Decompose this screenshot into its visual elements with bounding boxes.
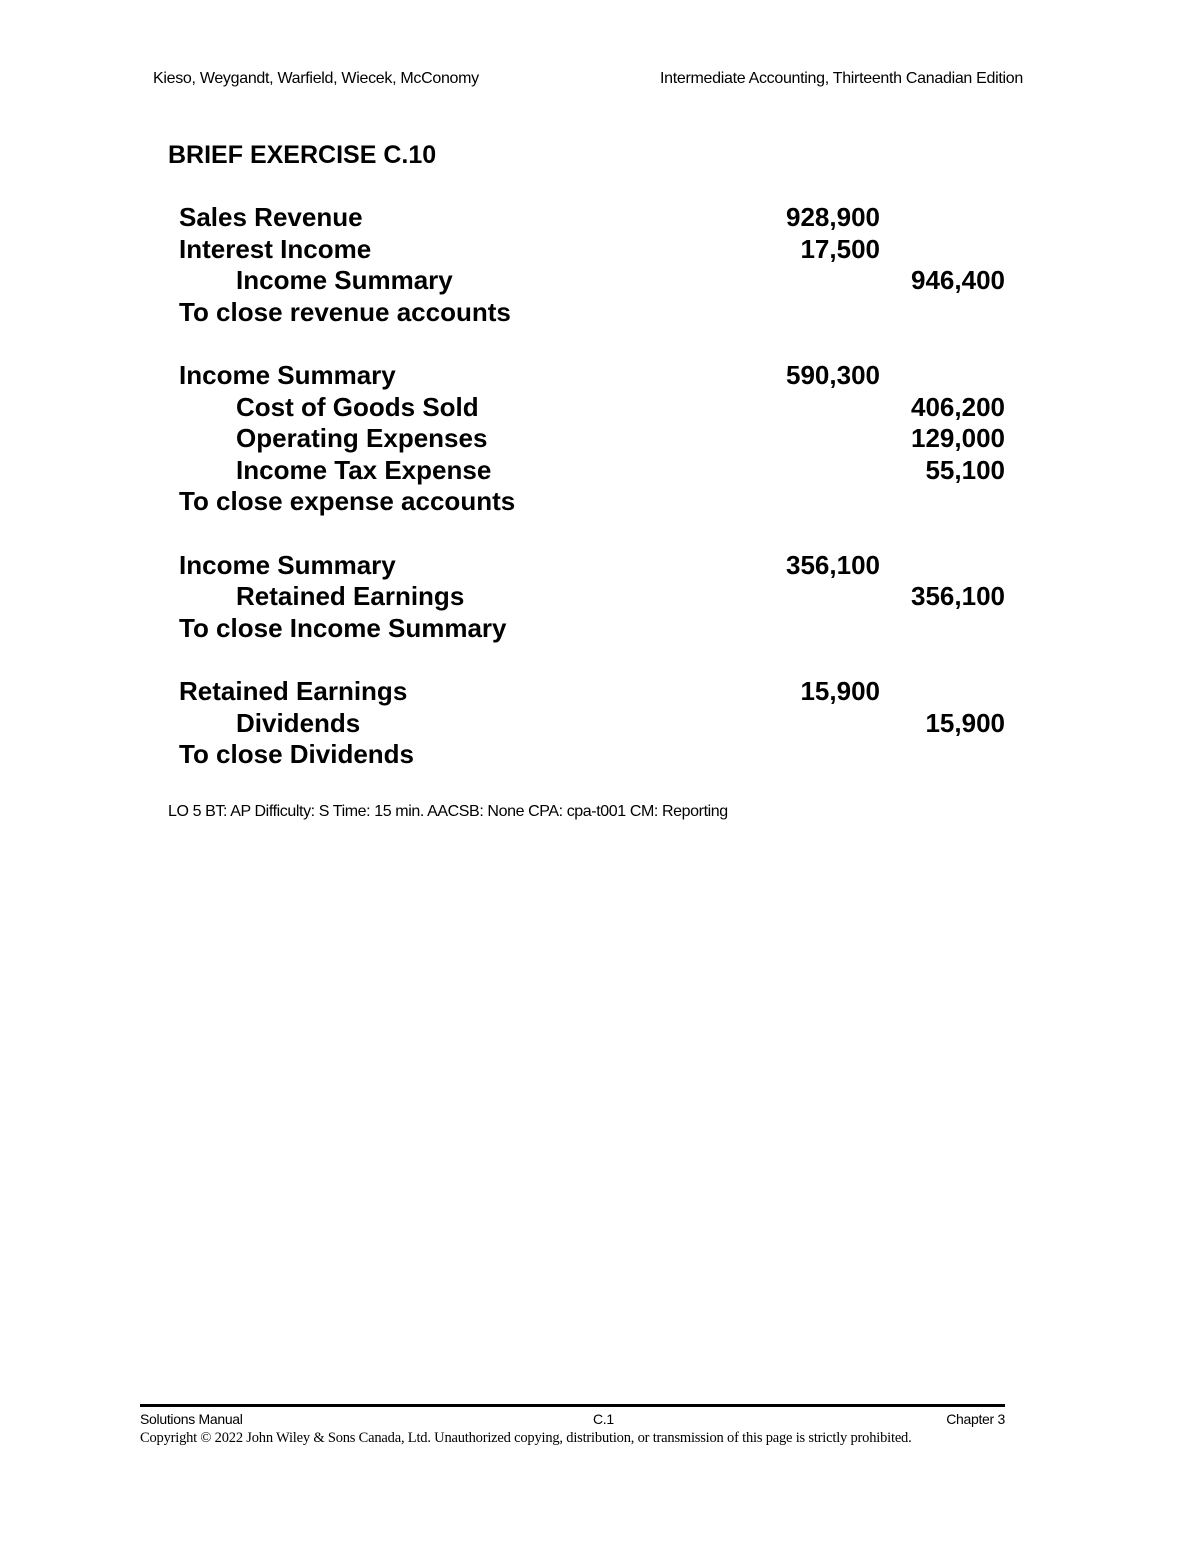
debit-amount: 928,900 [786,202,880,232]
entry-row [179,265,1005,297]
journal-entry [179,360,1005,518]
account-name: Income Summary [236,265,453,296]
debit-amount: 590,300 [786,359,880,390]
journal-entries [179,202,1005,802]
exercise-title: BRIEF EXERCISE C.10 [168,141,437,169]
entry-row [179,581,1005,613]
entry-row [179,550,1005,582]
account-name: To close expense accounts [179,486,516,517]
account-name: Cost of Goods Sold [236,391,479,422]
account-name: Dividends [236,707,361,738]
entry-row [179,613,1005,645]
exercise-metadata: LO 5 BT: AP Difficulty: S Time: 15 min. AACSB: None CPA: cpa-t001 CM: Reporting [168,803,728,820]
entry-row [179,202,1005,234]
header-authors: Kieso, Weygandt, Warfield, Wiecek, McConomy [153,70,479,87]
debit-amount: 17,500 [800,233,880,264]
entry-row [179,486,1005,518]
footer-copyright: Copyright © 2022 John Wiley & Sons Canada, Ltd. Unauthorized copying, distribution, or transmission of this page is strictly prohibited. [140,1430,912,1446]
footer-left: Solutions Manual [140,1411,243,1427]
account-name: Retained Earnings [179,675,408,706]
journal-entry [179,202,1005,328]
header-book-title: Intermediate Accounting, Thirteenth Canadian Edition [659,70,1023,87]
entry-row [179,234,1005,266]
entry-row [179,360,1005,392]
footer-page-number: C.1 [593,1411,614,1427]
account-name: Income Summary [179,549,396,580]
credit-amount: 129,000 [911,423,1005,454]
debit-amount: 356,100 [786,549,880,580]
account-name: Operating Expenses [236,423,488,454]
account-name: Income Tax Expense [236,454,492,485]
account-name: Interest Income [179,233,372,264]
entry-row [179,708,1005,740]
footer-chapter: Chapter 3 [946,1411,1005,1427]
journal-entry [179,550,1005,645]
credit-amount: 55,100 [925,454,1005,485]
entry-row [179,739,1005,771]
entry-row [179,297,1005,329]
credit-amount: 946,400 [911,265,1005,296]
account-name: Sales Revenue [179,202,363,232]
footer-divider [140,1404,1005,1407]
credit-amount: 406,200 [911,391,1005,422]
entry-row [179,423,1005,455]
entry-row [179,676,1005,708]
account-name: Retained Earnings [236,581,465,612]
journal-entry [179,676,1005,771]
entry-row [179,392,1005,424]
entry-row [179,455,1005,487]
credit-amount: 356,100 [911,581,1005,612]
account-name: To close revenue accounts [179,296,511,327]
account-name: Income Summary [179,359,396,390]
debit-amount: 15,900 [800,675,880,706]
account-name: To close Income Summary [179,612,507,643]
account-name: To close Dividends [179,739,415,770]
credit-amount: 15,900 [925,707,1005,738]
